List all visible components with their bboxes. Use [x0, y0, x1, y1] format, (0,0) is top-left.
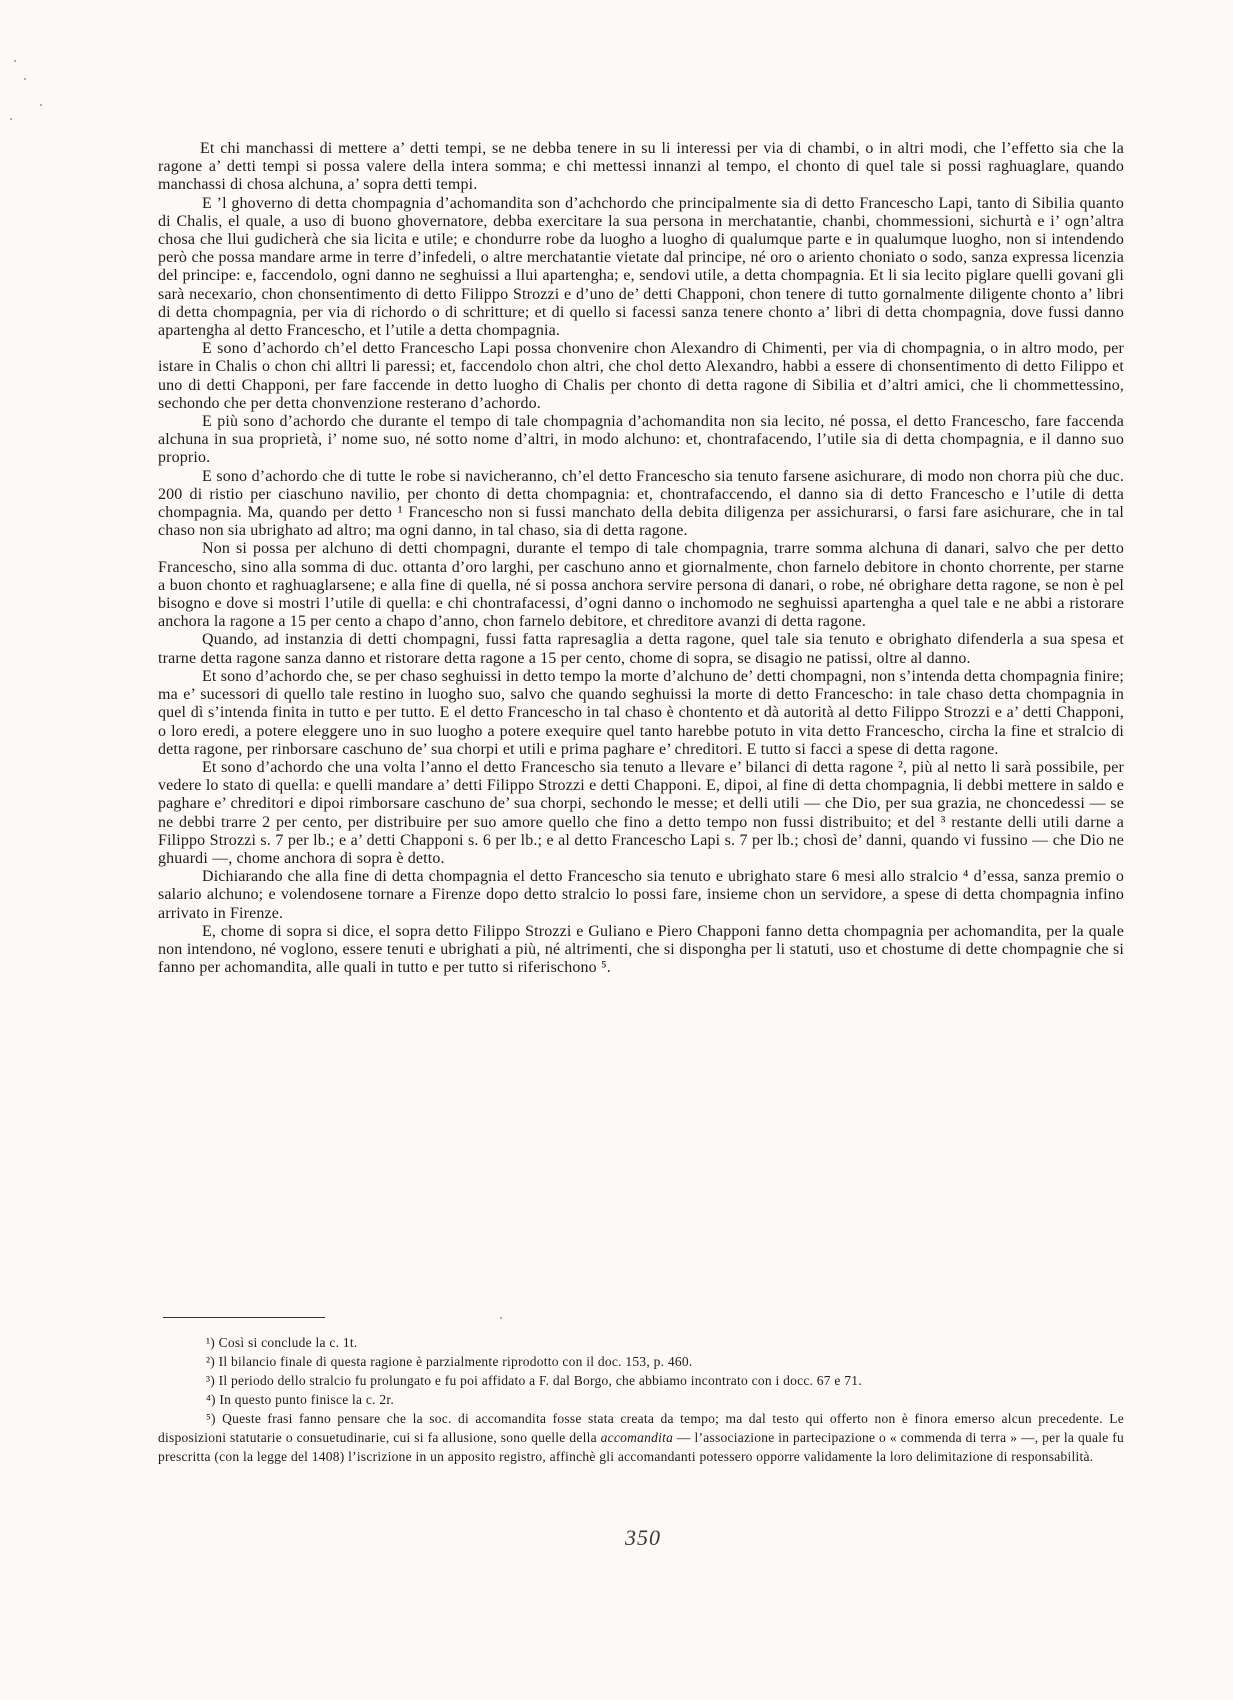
paper-speck — [40, 104, 42, 106]
footnote-italic-term: accomandita — [600, 1430, 674, 1445]
paragraph: Et sono d’achordo che, se per chaso seghuissi in detto tempo la morte d’alchuno de’ detti chompagni, non s’intenda detta chompagnia finire; ma e’ sucessori di quello tale restino in luogho suo, salvo che quando seghuissi la morte di detto Francescho: in tale chaso detta chompagnia in quel dì s’intenda finita in tutto e per tutto. E el detto Francescho in tal chaso è chontento et dà autorità al detto Filippo Strozzi e a’ detti Chapponi, o loro eredi, a potere eleggere uno in suo luogho a potere exequire quel tanto harebbe potuto in vita detto Francescho, circha la fine et stralcio di detta ragone, per rinborsare caschuno de’ sua chorpi et utili e prima paghare e’ chreditori. E tutto si facci a spese di detta ragone. — [158, 667, 1124, 758]
footnote-text: In questo punto finisce la c. 2r. — [219, 1392, 395, 1407]
footnote-text: Queste frasi fanno pensare che la soc. di accomandita fosse stata creata da tempo; ma dal testo qui offerto non è finora emerso alcun precedente. Le disposizioni statutarie o consuetudinarie, cui si fa allusione, sono quelle della — [158, 1411, 1124, 1445]
paper-speck — [500, 1317, 502, 1319]
paper-speck — [24, 78, 26, 80]
paper-speck — [14, 60, 16, 62]
paragraph: Et chi manchassi di mettere a’ detti tempi, se ne debba tenere in su li interessi per via di chambi, o in altri modi, che l’effetto sia che la ragone a’ detti tempi si possa valere della intera somma; e chi mettessi innanzi al tempo, el chonto di quel tale si possi raghuaglare, quando manchassi di chosa alchuna, a’ sopra detti tempi. — [158, 140, 1124, 194]
footnote-mark: ⁴) — [206, 1392, 216, 1407]
paper-speck — [10, 118, 12, 120]
paragraph: E più sono d’achordo che durante el tempo di tale chompagnia d’achomandita non sia lecito, né possa, el detto Francescho, fare faccenda alchuna in sua proprietà, i’ nome suo, né sotto nome d’altri, in modo alchuno: et, chontrafacendo, l’utile sia di detta chompagnia, e il danno suo proprio. — [158, 413, 1124, 467]
footnote-mark: ³) — [206, 1373, 216, 1388]
page-number: 350 — [625, 1525, 661, 1550]
footnote-text: Il periodo dello stralcio fu prolungato e fu poi affidato a F. dal Borgo, che abbiamo incontrato con i docc. 67 e 71. — [218, 1373, 862, 1388]
paragraph: E ’l ghoverno di detta chompagnia d’achomandita son d’achchordo che principalmente sia di detto Francescho Lapi, tanto di Sibilia quanto di Chalis, el quale, a uso di buono ghovernatore, debba exercitare la sua persona in merchatantie, chanbi, chommessioni, sichurtà e i’ ogn’altra chosa che llui gudicherà che sia licita e utile; e chondurre robe da luogho a luogho di qualumque parte e in qualumque luogho, non si intendendo però che possa mandare arme in terre d’infedeli, o altre merchatantie vietate dal principe, né oro o ariento choniato o sodo, sanza expressa licenzia del principe: e, faccendolo, ogni danno ne seghuissi a llui apartengha; e, sendovi utile, a detta chompagnia. Et li sia lecito piglare quelli govani gli sarà necexario, chon chonsentimento di detto Filippo Strozzi e d’uno de’ detti Chapponi, chon tenere di tutto gornalmente diligente chonto a’ libri di detta chompagnia, per via di richordo o di schritture; et di quello si facessi sanza tenere chonto a’ libri di detta chompagnia, dove fussi danno apartengha al detto Francescho, et l’utile a detta chompagnia. — [158, 194, 1124, 340]
paragraph: Et sono d’achordo che una volta l’anno el detto Francescho sia tenuto a llevare e’ bilanci di detta ragone ², più al netto li sarà possibile, per vedere lo stato di quella: e quelli mandare a’ detti Filippo Strozzi e detti Chapponi. E, dipoi, al fine di detta chompagnia, li debbi mettere in saldo e paghare e’ chreditori e dipoi rimborsare caschuno de’ sua chorpi, sechondo le messe; et delli utili — che Dio, per sua grazia, ne choncedessi — se ne debbi trarre 2 per cento, per distribuire per suo amore quello che fino a detto tempo non fussi distribuito; et del ³ restante delli utili darne a Filippo Strozzi s. 7 per lb.; e a’ detti Chapponi s. 6 per lb.; e al detto Francescho Lapi s. 7 per lb.; chosì de’ danni, quando vi fussino — che Dio ne ghuardi —, chome anchora di sopra è detto. — [158, 758, 1124, 867]
main-text — [158, 140, 1124, 977]
footnote-mark: ²) — [206, 1354, 216, 1369]
footnote-mark: ¹) — [206, 1335, 216, 1350]
footnote-text: Così si conclude la c. 1t. — [218, 1335, 358, 1350]
paragraph: E sono d’achordo che di tutte le robe si navicheranno, ch’el detto Francescho sia tenuto farsene asichurare, di modo non chorra più che duc. 200 di ristio per ciaschuno navilio, per chonto di detta chompagnia: et, chontrafaccendo, el danno sia di detto Francescho e l’utile di detta chompagnia. Ma, quando per detto ¹ Francescho non si fussi manchato della debita diligenza per assichurarsi, o farsi fare asichurare, che in tal chaso non sia ubrighato ad altro; ma ogni danno, in tal chaso, sia di detta ragone. — [158, 467, 1124, 540]
paragraph: E sono d’achordo ch’el detto Francescho Lapi possa chonvenire chon Alexandro di Chimenti, per via di chompagnia, o in altro modo, per istare in Chalis o chon chi alltri li paressi; et, faccendolo chon altri, che chol detto Alexandro, habbi a essere di chonsentimento di detto Filippo et uno di detti Chapponi, per fare faccende in detto luogho di Chalis per chonto di detta ragone di Sibilia et d’altri amici, che li chommettessino, sechondo che per detta chonvenzione resterano d’achordo. — [158, 340, 1124, 412]
footnote-5 — [158, 1409, 1124, 1466]
paragraph: Dichiarando che alla fine di detta chompagnia el detto Francescho sia tenuto e ubrighato stare 6 mesi allo stralcio ⁴ d’essa, sanza premio o salario alchuno; e volendosene tornare a Firenze dopo detto stralcio lo possi fare, insieme chon un servidore, a spese di detta chompagnia infino arrivato in Firenze. — [158, 868, 1124, 922]
paragraph: E, chome di sopra si dice, el sopra detto Filippo Strozzi e Guliano e Piero Chapponi fanno detta chompagnia per achomandita, per la quale non intendono, né voglono, essere tenuti e ubrighati a più, né altrimenti, che si dispongha per li statuti, uso et chostume di dette chompagnie che si fanno per achomandita, alle quali in tutto e per tutto si riferischono ⁵. — [158, 922, 1124, 977]
footnote-mark: ⁵) — [206, 1411, 216, 1426]
footnote-divider — [163, 1317, 325, 1318]
footnote-text: Il bilancio finale di questa ragione è parzialmente riprodotto con il doc. 153, p. 460. — [218, 1354, 693, 1369]
footnote-text-continued: — l’associazione in partecipazione o « commenda di terra » —, per la quale fu prescritta (con la legge del 1408) l’iscrizione in un apposito registro, affinchè gli accomandanti potessero opporre validamente la loro delimitazione di responsabilità. — [158, 1430, 1124, 1464]
footnote-4 — [158, 1390, 1124, 1409]
paragraph: Non si possa per alchuno di detti chompagni, durante el tempo di tale chompagnia, trarre somma alchuna di danari, salvo che per detto Francescho, sino alla somma di duc. ottanta d’oro larghi, per caschuno anno et giornalmente, chon farnelo debitore in chonto chorrente, per starne a buon chonto et raghuaglarsene; e alla fine di quella, né si possa anchora servire persona di danari, o robe, né obrighare detta ragone, se non è pel bisogno e dove si mostri l’utile di quella: e chi chontrafacessi, d’ogni danno o inchomodo ne seghuissi apartengha a quel tale e ne abbi a ristorare anchora la ragone a 15 per cento a chapo d’anno, chon farnelo debitore, et chreditore avanzi di detta ragone. — [158, 540, 1124, 631]
footnote-1 — [158, 1333, 1124, 1352]
paragraph: Quando, ad instanzia di detti chompagni, fussi fatta rapresaglia a detta ragone, quel tale sia tenuto e obrighato difenderla a sua spesa et trarne detta ragone sanza danno et ristorare detta ragone a 15 per cento, chome di sopra, se disagio ne patissi, oltre al danno. — [158, 631, 1124, 667]
footnote-3 — [158, 1371, 1124, 1390]
footnote-2 — [158, 1352, 1124, 1371]
footnotes — [158, 1333, 1124, 1466]
